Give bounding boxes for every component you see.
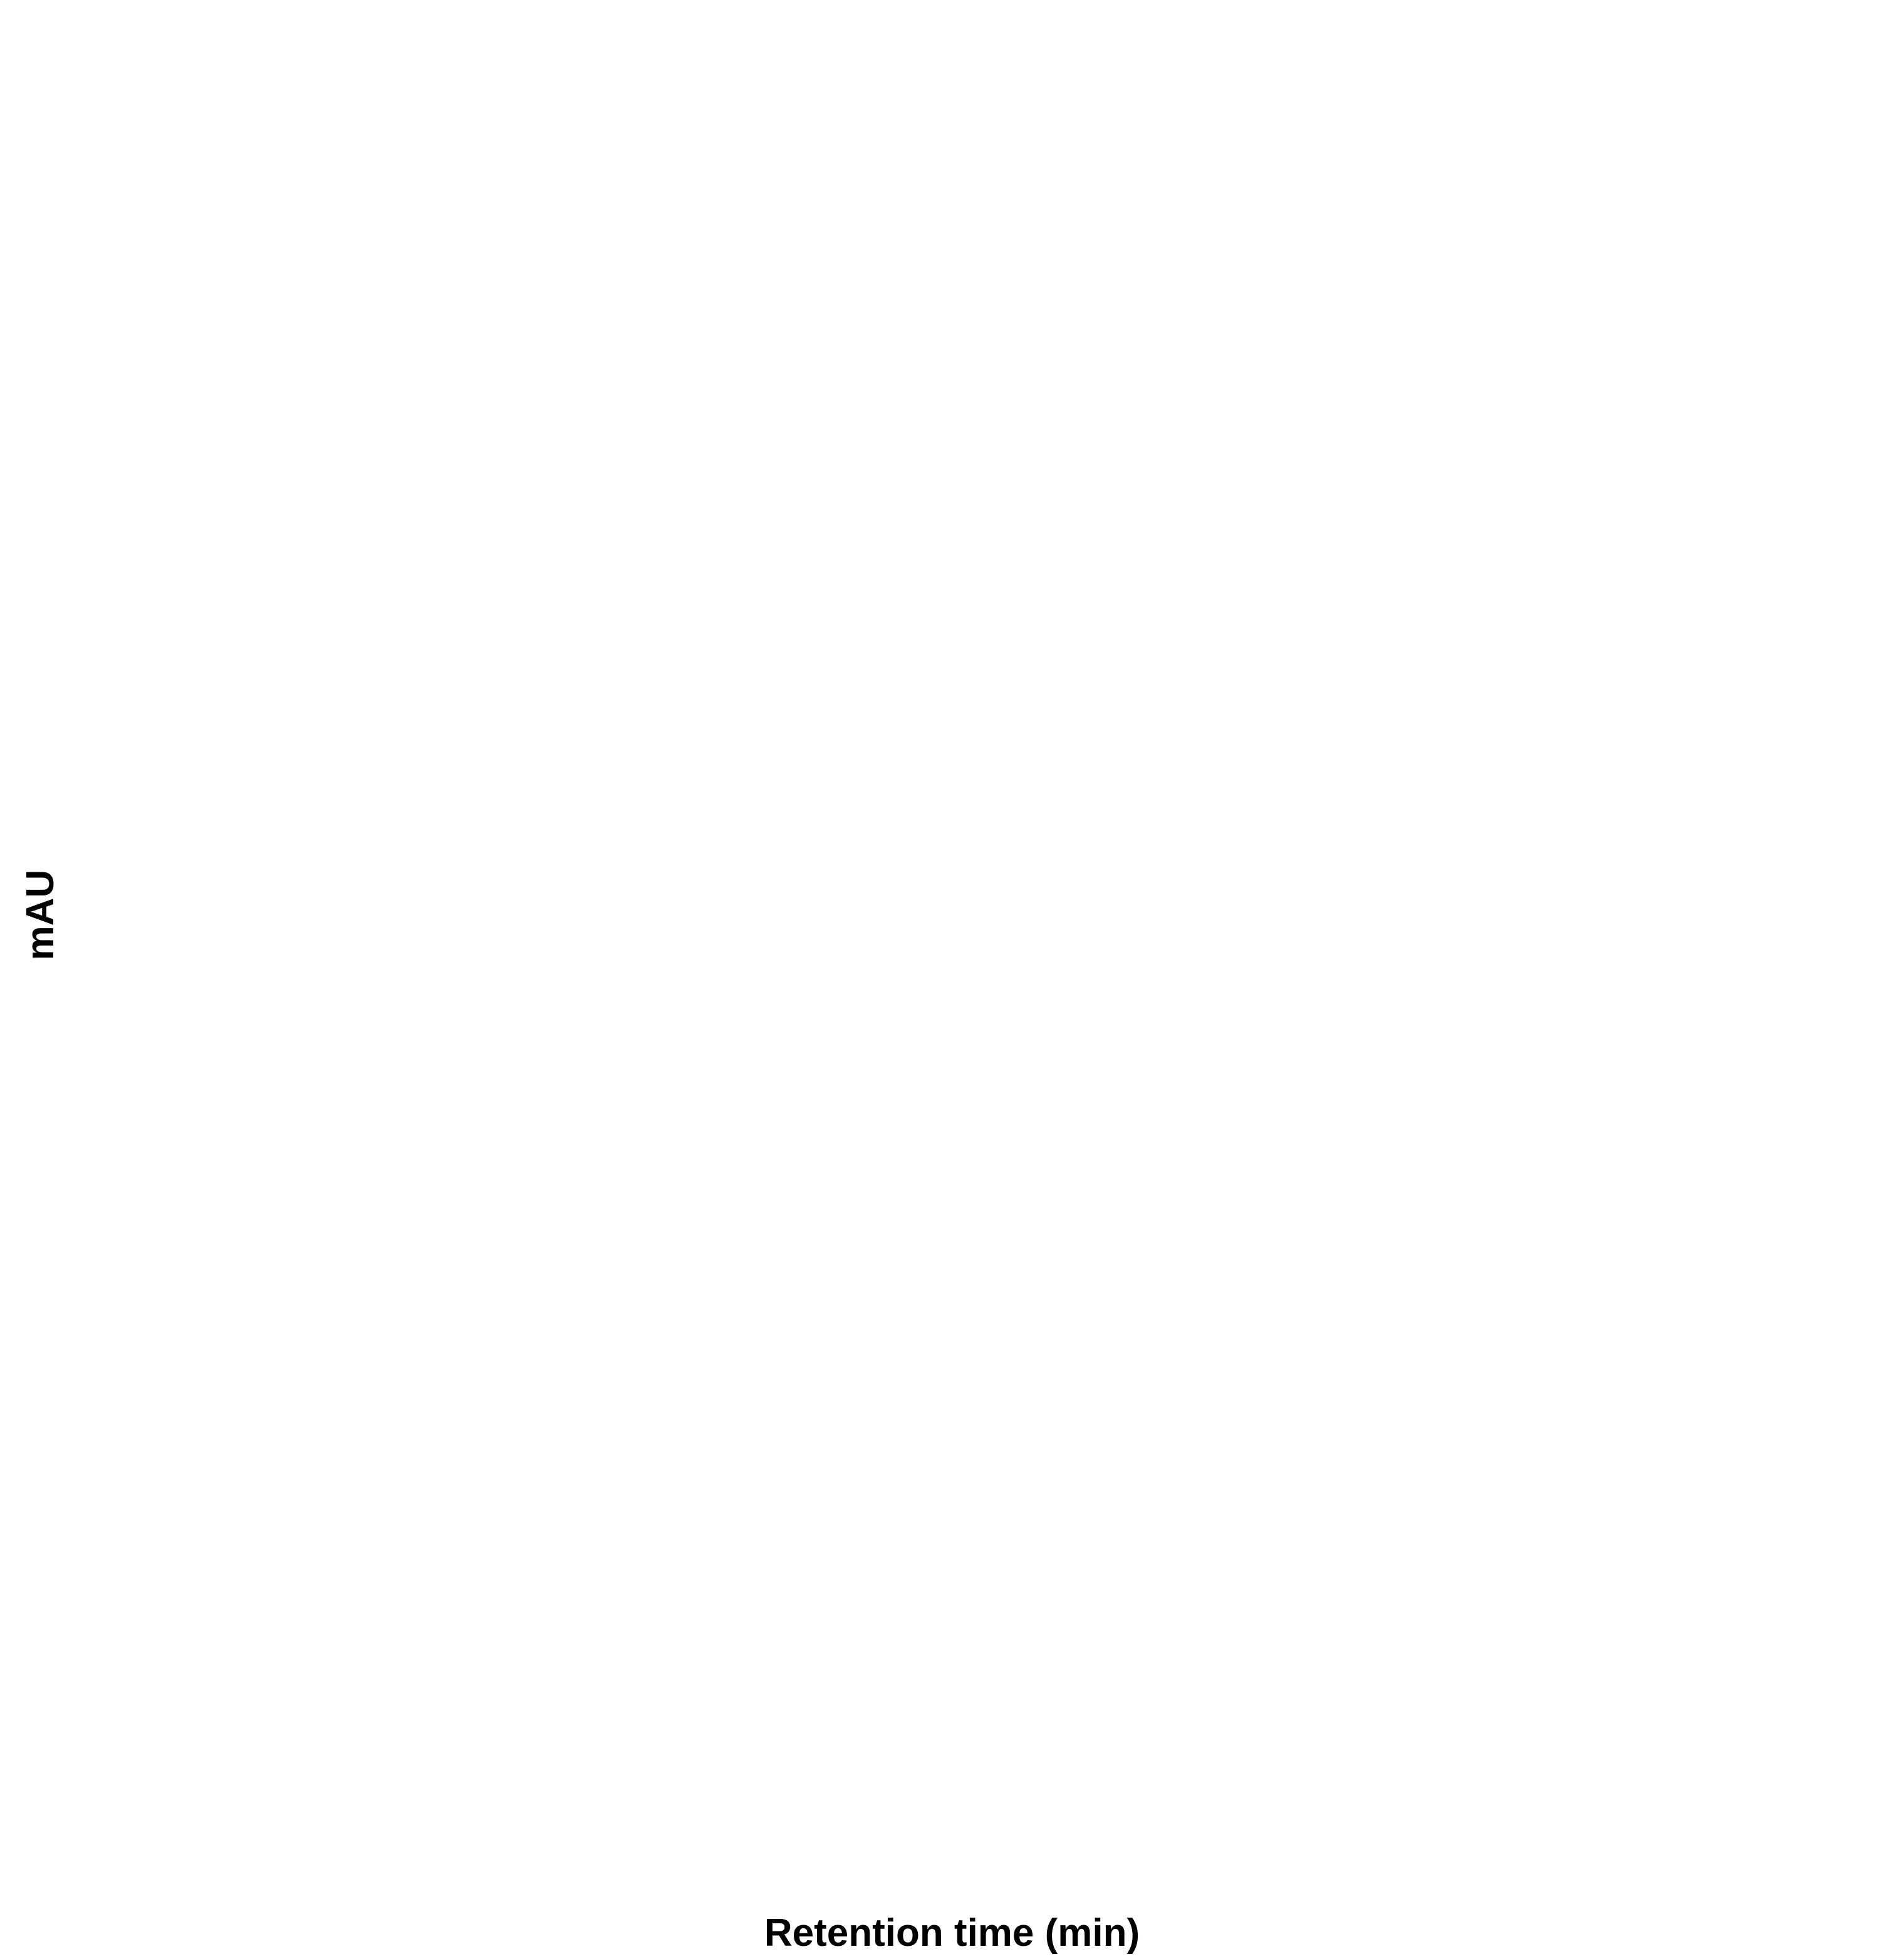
global-y-axis-label: mAU — [18, 869, 62, 961]
panel-grid — [74, 0, 1904, 1884]
global-x-axis-label: Retention time (min) — [764, 1911, 1140, 1955]
